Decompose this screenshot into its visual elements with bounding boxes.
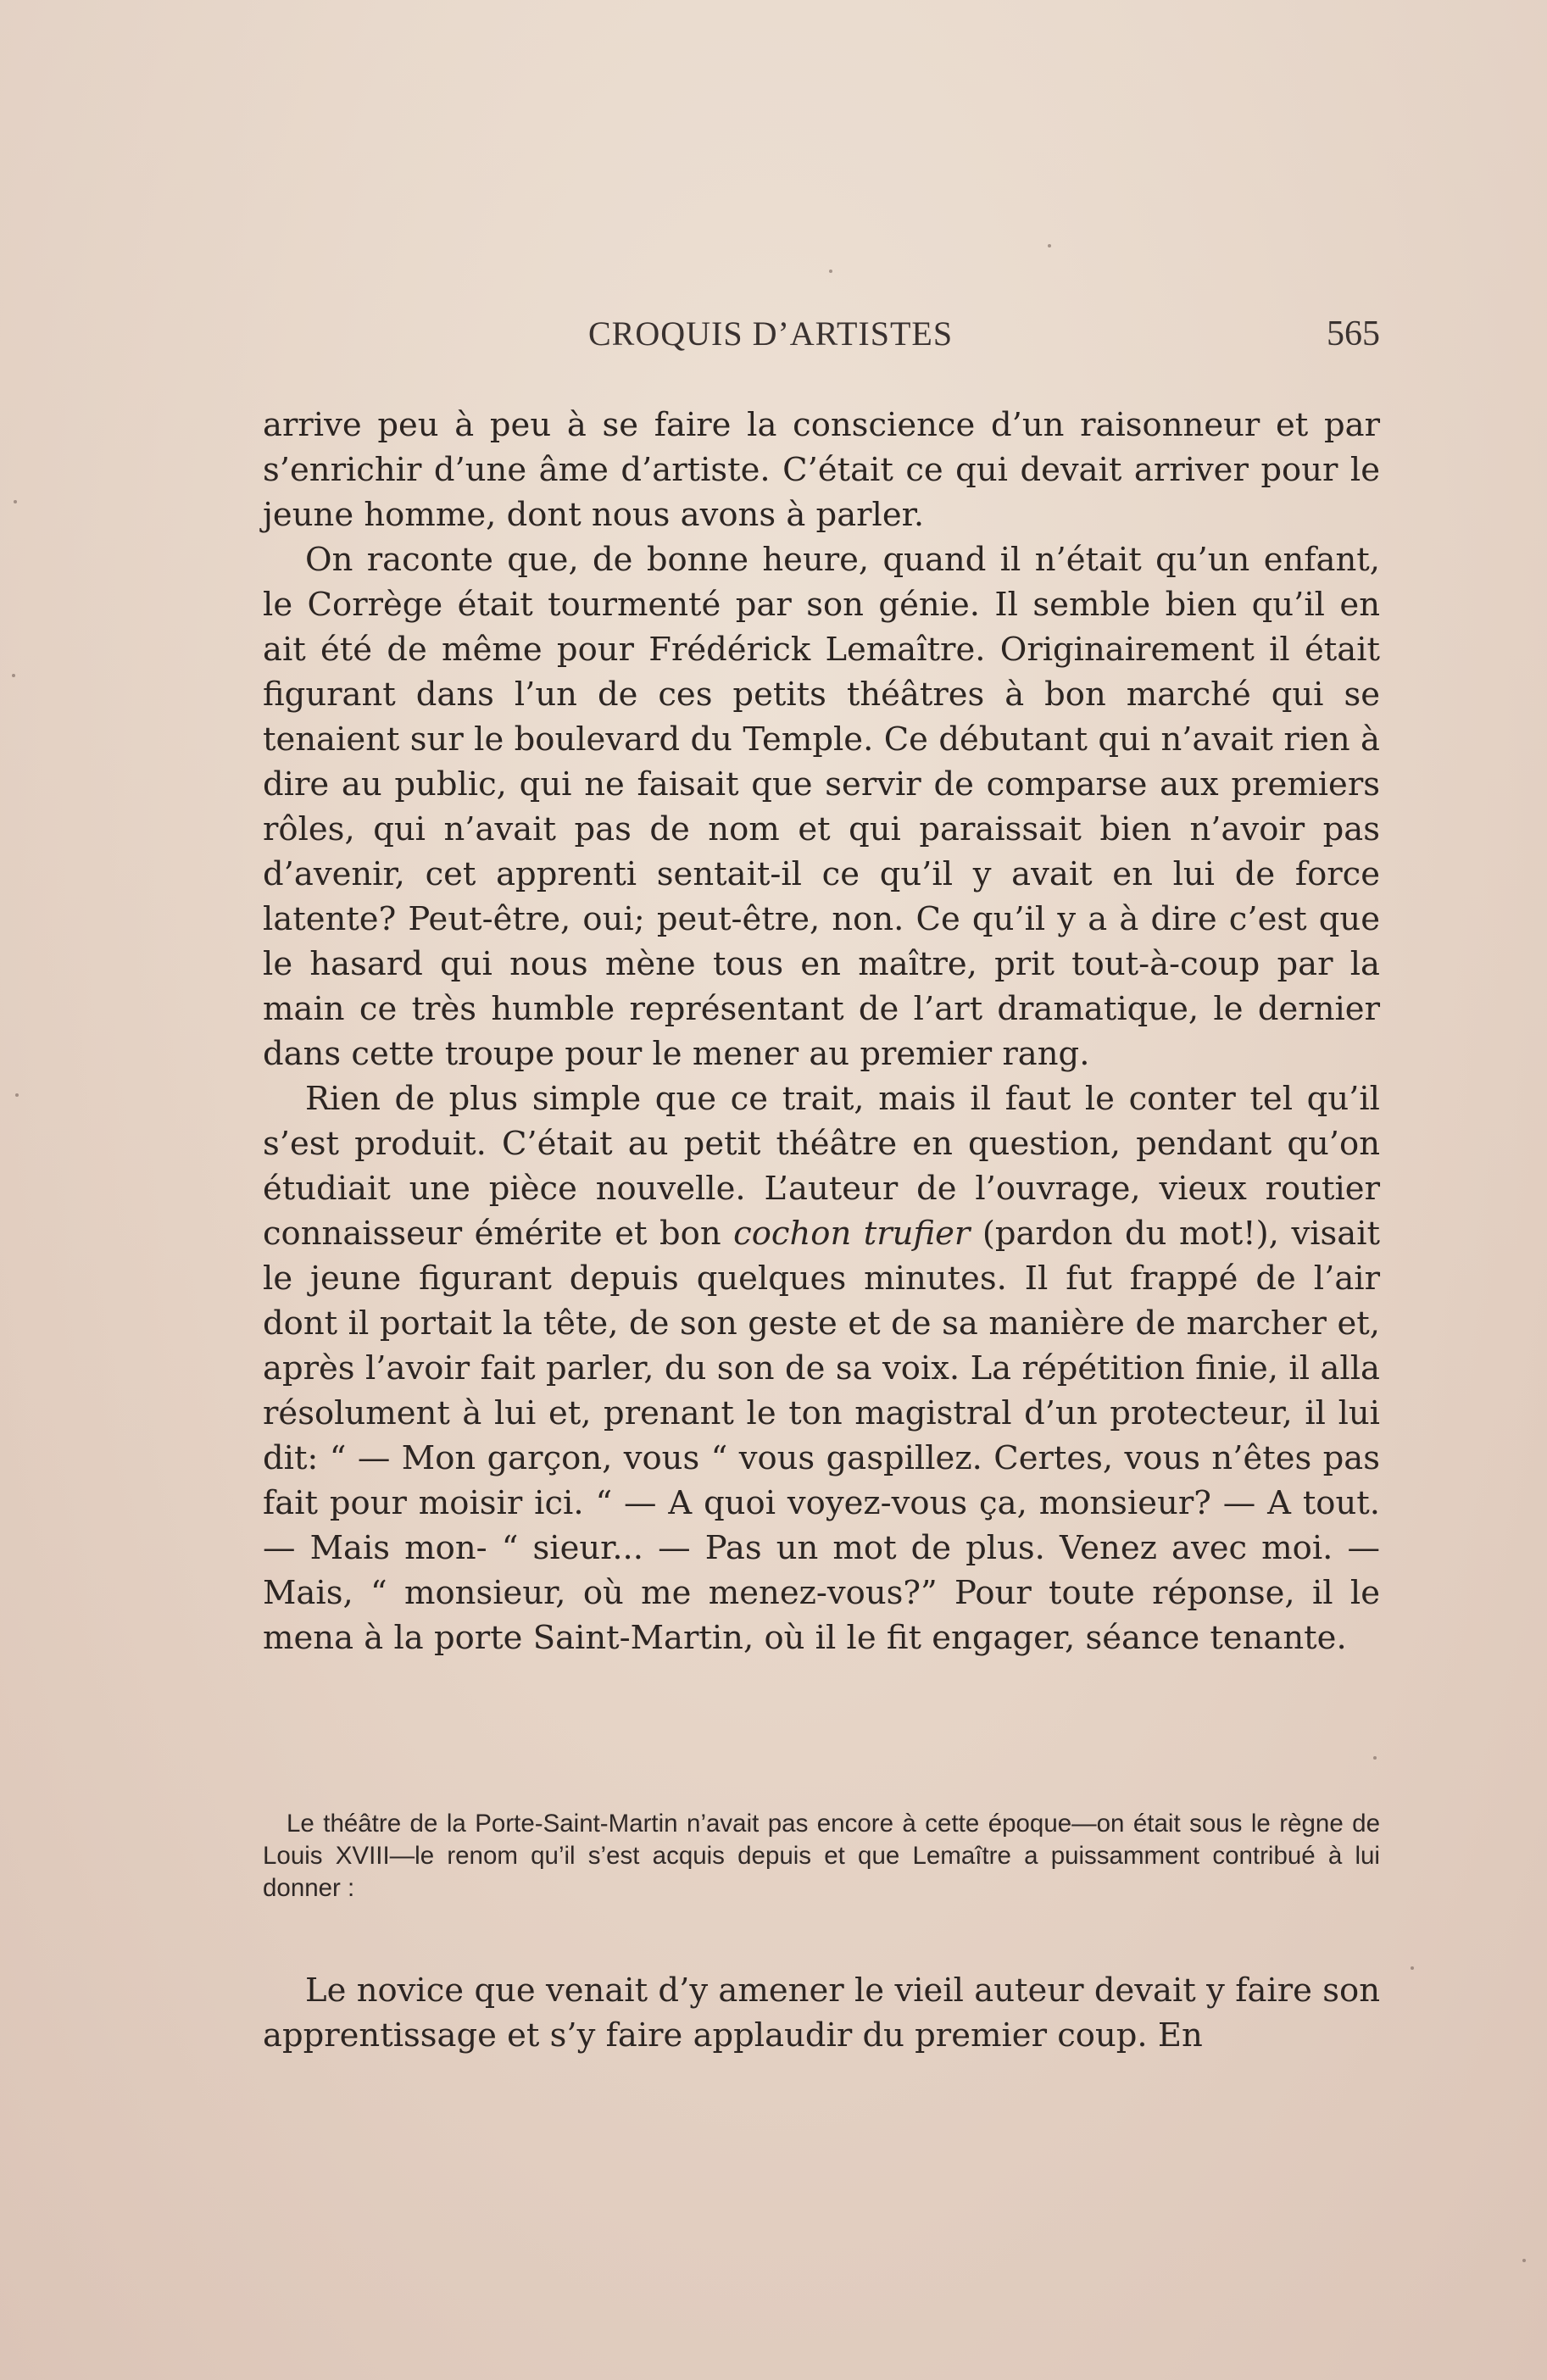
paper-speck (1522, 2259, 1526, 2262)
paper-speck (829, 270, 832, 273)
paper-speck (1411, 1966, 1414, 1970)
paragraph-correge: On raconte que, de bonne heure, quand il n’était qu’un enfant, le Corrège était tourmenté par son génie. Il semble bien qu’il en ait été de même pour Frédérick Lemaître. Originairement il était figurant dans l’un de ces petits théâtres à bon marché qui se tenaient sur le boulevard du Temple. Ce débutant qui n’avait rien à dire au public, qui ne faisait que servir de comparse aux premiers rôles, qui n’avait pas de nom et qui paraissait bien n’avoir pas d’avenir, cet apprenti sentait-il ce qu’il y avait en lui de force latente? Peut-être, oui; peut-être, non. Ce qu’il y a à dire c’est que le hasard qui nous mène tous en maître, prit tout-à-coup par la main ce très humble représentant de l’art dramatique, le dernier dans cette troupe pour le mener au premier rang. (263, 541, 1380, 1073)
running-header (263, 314, 1380, 364)
italic-phrase: cochon trufier (733, 1215, 971, 1253)
paper-speck (14, 500, 17, 503)
paper-speck (12, 674, 15, 677)
paragraph-continued: arrive peu à peu à se faire la conscience d’un raisonneur et par s’enrichir d’une âme d’artiste. C’était ce qui devait arriver pour le jeune homme, dont nous avons à parler. (263, 406, 1380, 534)
paragraph-anecdote-start: Rien de plus simple que ce trait, mais il faut le conter tel qu’il s’est produit. C’était au petit théâtre en question, pendant qu’on étudiait une pièce nouvelle. L’auteur de l’ouvrage, vieux routier connaisseur émérite et bon (263, 1080, 1380, 1253)
inserted-note (263, 1808, 1380, 1905)
running-title: CROQUIS D’ARTISTES (588, 314, 954, 353)
paper-speck (1373, 1756, 1377, 1760)
paragraph-novice: Le novice que venait d’y amener le vieil auteur devait y faire son apprentissage et s’y faire applaudir du premier coup. En (263, 1971, 1380, 2055)
paragraph-anecdote (263, 1076, 1380, 1660)
continuation-text (263, 1968, 1380, 2058)
note-text: Le théâtre de la Porte-Saint-Martin n’avait pas encore à cette époque—on était sous le règne de Louis XVIII—le renom qu’il s’est acquis depuis et que Lemaître a puissamment contribué à lui donner : (263, 1810, 1380, 1902)
main-text (263, 403, 1380, 1660)
paper-speck (1048, 244, 1051, 247)
paper-speck (15, 1093, 19, 1097)
page-number: 565 (1327, 314, 1380, 353)
paragraph-anecdote-end: (pardon du mot!), visait le jeune figurant depuis quelques minutes. Il fut frappé de l’air dont il portait la tête, de son geste et de sa manière de marcher et, après l’avoir fait parler, du son de sa voix. La répétition finie, il alla résolument à lui et, prenant le ton magistral d’un protecteur, il lui dit: “ — Mon garçon, vous “ vous gaspillez. Certes, vous n’êtes pas fait pour moisir ici. “ — A quoi voyez-vous ça, monsieur? — A tout. — Mais mon- “ sieur... — Pas un mot de plus. Venez avec moi. — Mais, “ monsieur, où me menez-vous?” Pour toute réponse, il le mena à la porte Saint-Martin, où il le fit engager, séance tenante. (263, 1215, 1380, 1657)
